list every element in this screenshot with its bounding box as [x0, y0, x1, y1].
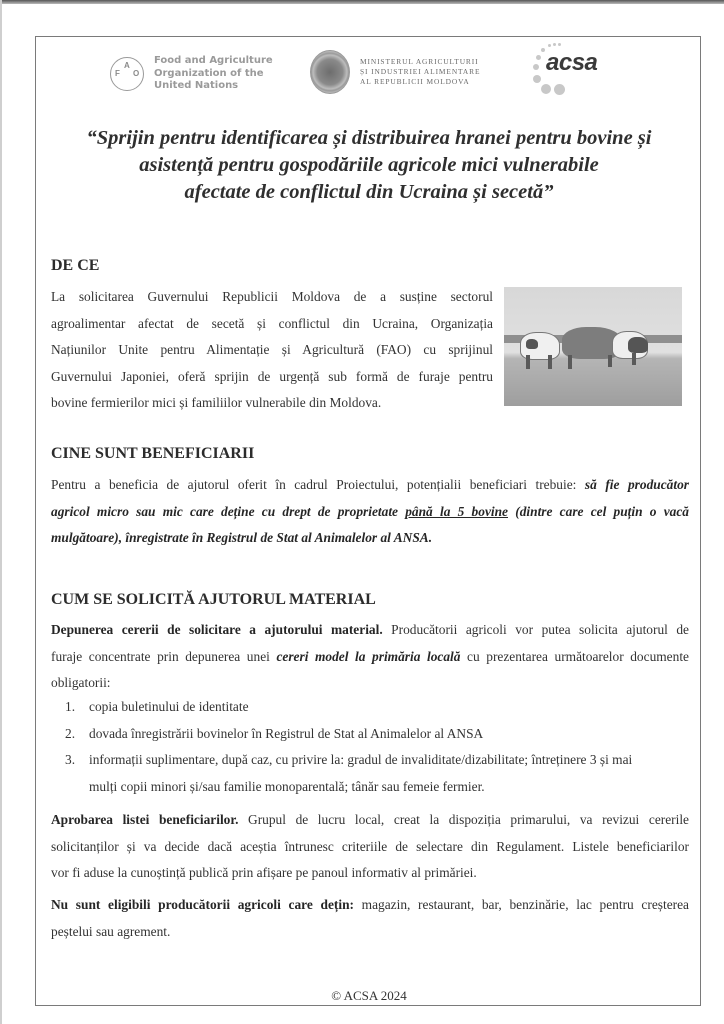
ineligible-line: Nu sunt eligibili producătorii agricoli care dețin: magazin, restaurant, bar, benzinărie, lac pentru creșterea [51, 897, 689, 912]
scan-left-edge [0, 0, 2, 1024]
submission-line: furaje concentrate prin depunerea unei cereri model la primăria locală cu prezentarea următoarelor documente [51, 648, 689, 664]
fao-emblem-letter: O [133, 68, 140, 78]
cows-photo [504, 287, 682, 406]
beneficiaries-paragraph [51, 472, 689, 552]
why-line: Națiunilor Unite pentru Alimentație și Agricultură (FAO) cu sprijinul [51, 342, 493, 357]
list-item: 2. dovada înregistrării bovinelor în Registrul de Stat al Animalelor al ANSA [65, 725, 484, 741]
ministry-line: MINISTERUL AGRICULTURII [360, 57, 479, 66]
why-line: bovine fermierilor mici și familiilor vulnerabile din Moldova. [51, 395, 382, 410]
why-paragraph [51, 284, 493, 417]
document-frame [35, 36, 701, 1006]
title-line: “Sprijin pentru identificarea și distribuirea hranei pentru bovine și [86, 127, 652, 149]
submission-line: Depunerea cererii de solicitare a ajutorului material. Producătorii agricoli vor putea solicita ajutorul de [51, 622, 689, 637]
fao-emblem-icon [110, 57, 144, 91]
approval-paragraph [51, 807, 689, 887]
why-line: Guvernului Japoniei, oferă sprijin de urgență sub formă de furaje pentru [51, 368, 493, 384]
fao-logo [110, 55, 273, 93]
max-cattle-condition: până la 5 bovine [405, 503, 509, 519]
fao-emblem-letter: F [115, 68, 120, 78]
submission-paragraph [51, 617, 689, 697]
beneficiaries-line: Pentru a beneficia de ajutorul oferit în cadrul Proiectului, potențialii beneficiari trebuie: să fie producător [51, 477, 689, 492]
beneficiaries-line: agricol micro sau mic care deține cu drept de proprietate până la 5 bovine (dintre care cel puțin o vacă [51, 503, 690, 519]
section-heading-how: CUM SE SOLICITĂ AJUTORUL MATERIAL [51, 591, 376, 608]
why-line: La solicitarea Guvernului Republicii Moldova de a susține sectorul [51, 289, 493, 304]
ineligible-paragraph [51, 892, 689, 945]
submission-line: obligatorii: [51, 675, 111, 690]
approval-line: Aprobarea listei beneficiarilor. Grupul de lucru local, creat la dispoziția primarului, va revizui cererile [51, 812, 690, 827]
fao-logo-text [154, 55, 273, 93]
moldova-coat-of-arms-icon [310, 50, 350, 94]
approval-line: solicitanților și va decide dacă aceștia întrunesc criteriile de selectare din Regulament. Listele beneficiarilor [51, 838, 689, 854]
title-line: afectate de conflictul din Ucraina și secetă” [184, 181, 554, 203]
beneficiaries-line: mulgătoare), înregistrate în Registrul de Stat al Animalelor al ANSA. [51, 530, 433, 545]
scan-top-edge [0, 0, 724, 4]
section-heading-why: DE CE [51, 257, 100, 274]
section-heading-beneficiaries: CINE SUNT BENEFICIARII [51, 445, 255, 462]
ineligible-line: peștelui sau agrement. [51, 923, 171, 939]
list-item: 1. copia buletinului de identitate [65, 699, 249, 714]
logo-header [36, 37, 702, 117]
title-line: asistență pentru gospodăriile agricole mici vulnerabile [139, 154, 599, 176]
document-title [36, 125, 702, 206]
list-item: 3. informații suplimentare, după caz, cu privire la: gradul de invaliditate/dizabilitate; întreținere 3 și mai mulți copii minori și/sau familie monoparentală; tânăr sau femeie fermier. [65, 752, 633, 794]
fao-line: United Nations [154, 80, 239, 91]
fao-line: Food and Agriculture [154, 55, 273, 66]
ministry-line: AL REPUBLICII MOLDOVA [360, 77, 470, 86]
fao-emblem-letter: A [124, 60, 130, 70]
ministry-logo [310, 50, 480, 94]
copyright-footer: © ACSA 2024 [331, 988, 407, 1003]
acsa-logo [524, 42, 624, 102]
acsa-wordmark: acsa [546, 49, 598, 76]
why-line: agroalimentar afectat de secetă și conflictul din Ucraina, Organizația [51, 315, 493, 331]
required-documents-list [51, 694, 687, 800]
fao-line: Organization of the [154, 67, 264, 79]
approval-line: vor fi aduse la cunoștință publică prin afișare pe panoul informativ al primăriei. [51, 865, 477, 880]
ministry-logo-text [360, 57, 480, 87]
ministry-line: ȘI INDUSTRIEI ALIMENTARE [360, 67, 481, 76]
